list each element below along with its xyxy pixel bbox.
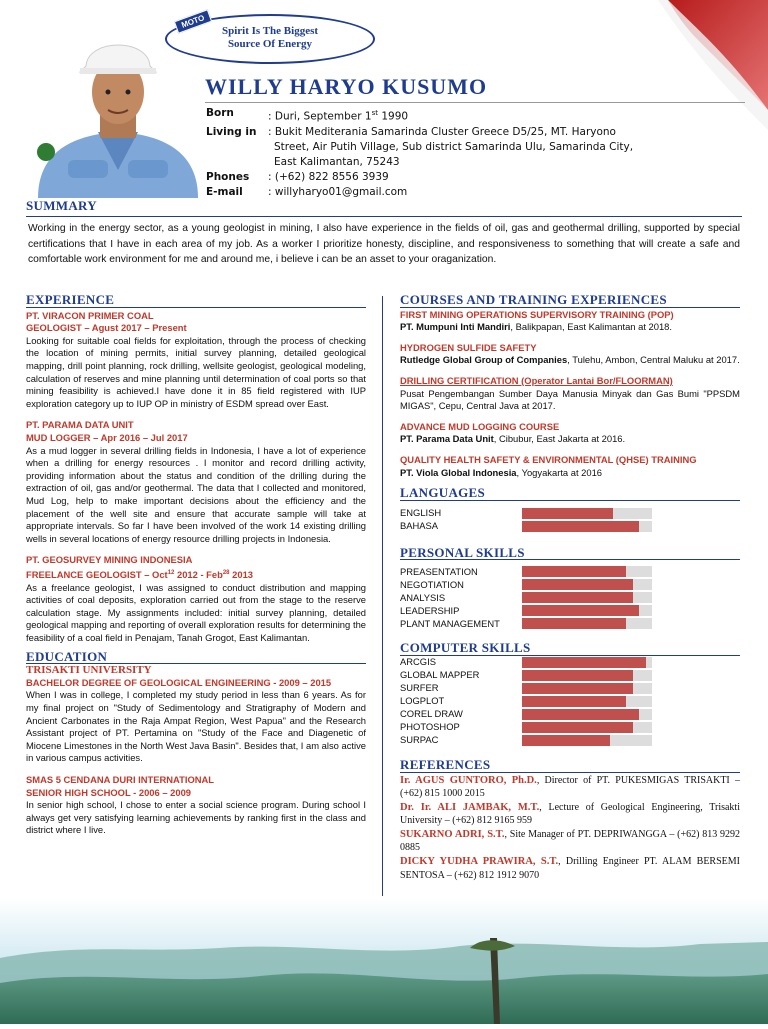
skill-bar [522,566,652,577]
skill-name: BAHASA [400,519,439,531]
candidate-name: WILLY HARYO KUSUMO [205,74,488,99]
skill-bar-fill [522,521,639,532]
skill-bar-fill [522,566,626,577]
right-column [400,294,740,882]
left-column [26,294,366,837]
skill-bar-fill [522,696,626,707]
info-label: Born [206,107,234,119]
course-item [400,421,740,446]
experience-desc: Looking for suitable coal fields for exploitation, through the process of checking the location of mining permits, initial survey planning, detailed geological mapping, drill point planning, rock drilling, wellsite geologist, geological modeling, calculation of reserves and mine planning until determination of coal ports so that mining feasibility is achieved.I have done it in 85 field registered with IUP exploration category up to IUP OP in ministry of ESDM spread over East. [26,334,366,409]
course-location: , Yogyakarta at 2016 [516,466,603,478]
skill-row [400,520,740,533]
skill-name: LOGPLOT [400,695,445,707]
skill-row [400,669,740,682]
experience-desc: As a mud logger in several drilling fields in Indonesia, I have a lot of experience when a drilling for energy resources . I monitor and record drilling activity, providing information about the status and condition of the drilling during the extraction of oil, gas and/or geothermal. The data that I collected and monitored, Mud Log, help to make important decisions about the efficiency and the placement of the well site and ensure that accurate sample will take at appropriate intervals. So far I have been involved of the work 14 existing drilling wells in several locations of energy resource drilling projects in Indonesia. [26,444,366,544]
skill-name: COREL DRAW [400,708,463,720]
skill-row [400,591,740,604]
skill-row [400,656,740,669]
skill-name: ARCGIS [400,656,436,668]
reference-detail: , Director of PT. PUKESMIGAS TRISAKTI – (+62) 815 1000 2015 [400,774,740,800]
skill-row [400,604,740,617]
summary-rule [26,216,742,217]
education-desc: In senior high school, I chose to enter a social science program. During school I always get very satisfying learning achievements by ranking first in the class and district where I live. [26,799,366,836]
skill-row [400,565,740,578]
course-detail [400,321,740,334]
skill-row [400,507,740,520]
info-label: Living in [206,125,257,138]
course-location: , Cepu, Central Java at 2017. [433,400,556,412]
course-org: Rutledge Global Group of Companies [400,354,568,366]
skill-bar [522,683,652,694]
course-org: Pusat Pengembangan Sumber Daya Manusia Minyak dan Gas Bumi "PPSDM MIGAS" [400,387,740,412]
skill-name: PREASENTATION [400,565,478,577]
skill-row [400,708,740,721]
column-divider [382,296,383,896]
skill-bar [522,618,652,629]
skill-bar [522,605,652,616]
info-value: : Bukit Mediterania Samarinda Cluster Greece D5/25, MT. Haryono [268,125,616,138]
motto-line-1: Spirit Is The Biggest [221,25,319,37]
skill-bar [522,657,652,668]
skill-bar-fill [522,618,626,629]
skill-name: SURFER [400,682,439,694]
reference-item [400,855,740,882]
skill-bar-fill [522,592,633,603]
experience-role: GEOLOGIST – Agust 2017 – Present [26,322,187,334]
education-title: EDUCATION [26,648,108,664]
info-value: : (+62) 822 8556 3939 [268,170,389,183]
reference-name: SUKARNO ADRI, S.T. [400,828,505,840]
skill-bar [522,735,652,746]
skill-name: NEGOTIATION [400,578,464,590]
course-location: , Tulehu, Ambon, Central Maluku at 2017. [567,354,740,366]
course-item [400,375,740,413]
info-label: E-mail [206,185,243,198]
reference-item [400,828,740,855]
summary-title: SUMMARY [26,198,97,213]
course-name: ADVANCE MUD LOGGING COURSE [400,420,560,432]
experience-title: EXPERIENCE [26,292,115,307]
reference-detail: , Site Manager of PT. DEPRIWANGGA – (+62) 813 9292 0885 [400,828,740,854]
skill-bar [522,709,652,720]
course-org: PT. Viola Global Indonesia [400,466,517,478]
skill-bar-fill [522,605,639,616]
course-item [400,454,740,479]
reference-detail: , Drilling Engineer PT. ALAM BERSEMI SENTOSA – (+62) 812 1912 9070 [400,856,740,881]
course-item [400,309,740,334]
skill-row [400,617,740,630]
skill-bar [522,592,652,603]
course-org: PT. Mumpuni Inti Mandiri [400,321,511,333]
personal-skills-title: PERSONAL SKILLS [400,544,525,560]
course-detail [400,388,740,413]
course-location: , Cibubur, East Jakarta at 2016. [493,433,626,445]
course-detail [400,433,740,446]
summary-text: Working in the energy sector, as a young geologist in mining, I also have experience in the fields of oil, gas and geothermal drilling, supported by special certifications that I have in each area of my job. As a worker I prioritize honesty, discipline, and responsiveness to something that will create a safe and comfortable work environment for me and around me, i believe i can be an asset to your oraganization. [28,223,740,265]
info-value: East Kalimantan, 75243 [274,155,400,168]
info-label [206,140,268,155]
course-detail [400,467,740,480]
skill-row [400,721,740,734]
skill-bar [522,670,652,681]
skill-name: ANALYSIS [400,591,446,603]
skill-row [400,734,740,747]
name-divider [205,102,745,103]
skill-bar-fill [522,722,633,733]
skill-name: GLOBAL MAPPER [400,669,480,681]
education-school: SMAS 5 CENDANA DURI INTERNATIONAL [26,773,215,785]
skill-row [400,578,740,591]
course-name: DRILLING CERTIFICATION (Operator Lantai Bor/FLOORMAN) [400,374,673,386]
course-detail [400,354,740,367]
skill-bar-fill [522,735,610,746]
skill-name: LEADERSHIP [400,604,460,616]
skill-bar [522,722,652,733]
skill-bar-fill [522,579,633,590]
info-value: : Duri, September 1st 1990 [268,109,409,123]
skill-bar-fill [522,508,613,519]
reference-detail: , Lecture of Geological Engineering, Trisakti University – (+62) 812 9165 959 [400,801,740,827]
education-degree: BACHELOR DEGREE OF GEOLOGICAL ENGINEERING - 2009 – 2015 [26,676,332,688]
skill-bar [522,696,652,707]
landscape-image [0,898,768,1024]
education-school: TRISAKTI UNIVERSITY [26,664,152,677]
skill-bar-fill [522,683,633,694]
reference-item [400,774,740,801]
skill-row [400,682,740,695]
experience-role: MUD LOGGER – Apr 2016 – Jul 2017 [26,431,188,443]
motto-line-2: Source Of Energy [227,38,313,50]
experience-role: FREELANCE GEOLOGIST – Oct$^{12}$ 2012 - Feb$^{28}$ 2013 [26,569,253,580]
courses-title: COURSES AND TRAINING EXPERIENCES [400,292,667,307]
skill-bar [522,521,652,532]
experience-company: PT. VIRACON PRIMER COAL [26,309,154,321]
skill-name: PHOTOSHOP [400,721,460,733]
computer-skills-title: COMPUTER SKILLS [400,640,531,656]
languages-title: LANGUAGES [400,485,486,501]
skill-bar-fill [522,670,633,681]
skill-name: SURPAC [400,734,439,746]
skill-bar [522,508,652,519]
course-name: HYDROGEN SULFIDE SAFETY [400,341,537,353]
contact-info [206,106,688,200]
skill-bar-fill [522,657,646,668]
experience-company: PT. PARAMA DATA UNIT [26,419,134,431]
course-name: QUALITY HEALTH SAFETY & ENVIRONMENTAL (QHSE) TRAINING [400,453,697,465]
info-label [206,155,268,170]
references-title: REFERENCES [400,756,491,772]
skill-name: PLANT MANAGEMENT [400,617,500,629]
reference-name: DICKY YUDHA PRAWIRA, S.T. [400,856,559,868]
skill-bar [522,579,652,590]
motto-tag: MOTO [174,9,212,33]
reference-item [400,801,740,828]
skill-name: ENGLISH [400,506,442,518]
reference-name: Dr. Ir. ALI JAMBAK, M.T. [400,801,540,813]
course-name: FIRST MINING OPERATIONS SUPERVISORY TRAINING (POP) [400,308,674,320]
experience-company: PT. GEOSURVEY MINING INDONESIA [26,554,193,566]
skill-bar-fill [522,709,639,720]
skill-row [400,695,740,708]
summary-section [26,198,742,217]
reference-name: Ir. AGUS GUNTORO, Ph.D. [400,774,537,786]
info-value: : willyharyo01@gmail.com [268,185,408,198]
course-item [400,342,740,367]
education-degree: SENIOR HIGH SCHOOL - 2006 – 2009 [26,786,191,798]
experience-desc: As a freelance geologist, I was assigned to conduct distribution and mapping activities of coal deposits, exploration carried out from the stage to the reserve calculation stage. My assignments included: initial survey planning, detailed geological mapping and reporting of overall exploration results for determining the feasibility of a coal field in Penajam, Tanah Grogot, East Kalimantan. [26,581,366,643]
course-org: PT. Parama Data Unit [400,433,494,445]
education-desc: When I was in college, I completed my study period in less than 6 years. As for my final project on "Study of Sedimentology and Stratigraphy of Modern and Ancient Carbonates in the Raja Ampat Region, West Papua" and the Research Assistant project of PT. Pertamina on "Study of the Face and Diagenetic of Miocene Limestones in the North West Java Basin". Besides that, I am also active in various campus activities. [26,689,366,764]
info-value: Street, Air Putih Village, Sub district Samarinda Ulu, Samarinda City, [274,140,634,153]
info-label: Phones [206,170,250,183]
course-location: , Balikpapan, East Kalimantan at 2018. [510,321,672,333]
